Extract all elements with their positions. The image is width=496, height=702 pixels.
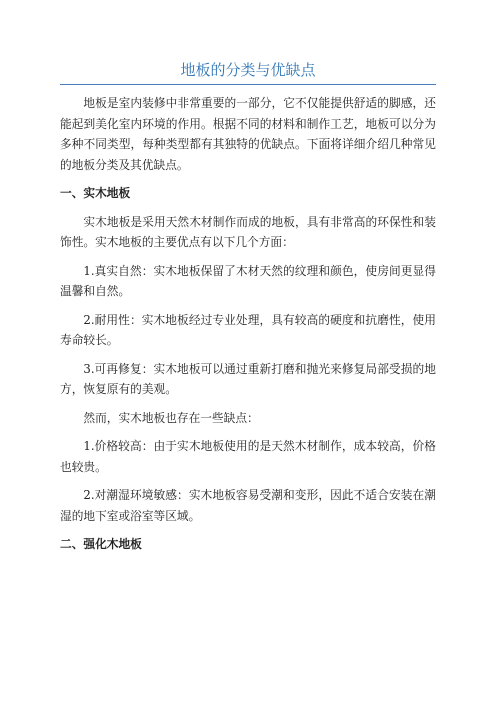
- document-body: [60, 93, 436, 563]
- section-heading-laminate: 二、强化木地板: [60, 537, 142, 551]
- paragraph: 1.价格较高：由于实木地板使用的是天然木材制作，成本较高，价格也较贵。: [60, 439, 436, 474]
- document-title: 地板的分类与优缺点: [180, 61, 316, 79]
- paragraph: 2.对潮湿环境敏感：实木地板容易受潮和变形，因此不适合安装在潮湿的地下室或浴室等区域。: [60, 488, 436, 523]
- title-underline: [60, 84, 436, 85]
- paragraph: 1.真实自然：实木地板保留了木材天然的纹理和颜色，使房间更显得温馨和自然。: [60, 263, 436, 298]
- paragraph: 3.可再修复：实木地板可以通过重新打磨和抛光来修复局部受损的地方，恢复原有的美观。: [60, 361, 436, 396]
- paragraph: 然而，实木地板也存在一些缺点：: [83, 410, 259, 425]
- paragraph: 2.耐用性：实木地板经过专业处理，具有较高的硬度和抗磨性，使用寿命较长。: [60, 312, 436, 347]
- section-heading-solid-wood: 一、实木地板: [60, 186, 131, 200]
- intro-paragraph: 地板是室内装修中非常重要的一部分，它不仅能提供舒适的脚感，还能起到美化室内环境的作用。根据不同的材料和制作工艺，地板可以分为多种不同类型，每种类型都有其独特的优缺点。下面将详细介绍几种常见的地板分类及其优缺点。: [60, 96, 436, 172]
- paragraph: 实木地板是采用天然木材制作而成的地板，具有非常高的环保性和装饰性。实木地板的主要优点有以下几个方面：: [60, 214, 436, 249]
